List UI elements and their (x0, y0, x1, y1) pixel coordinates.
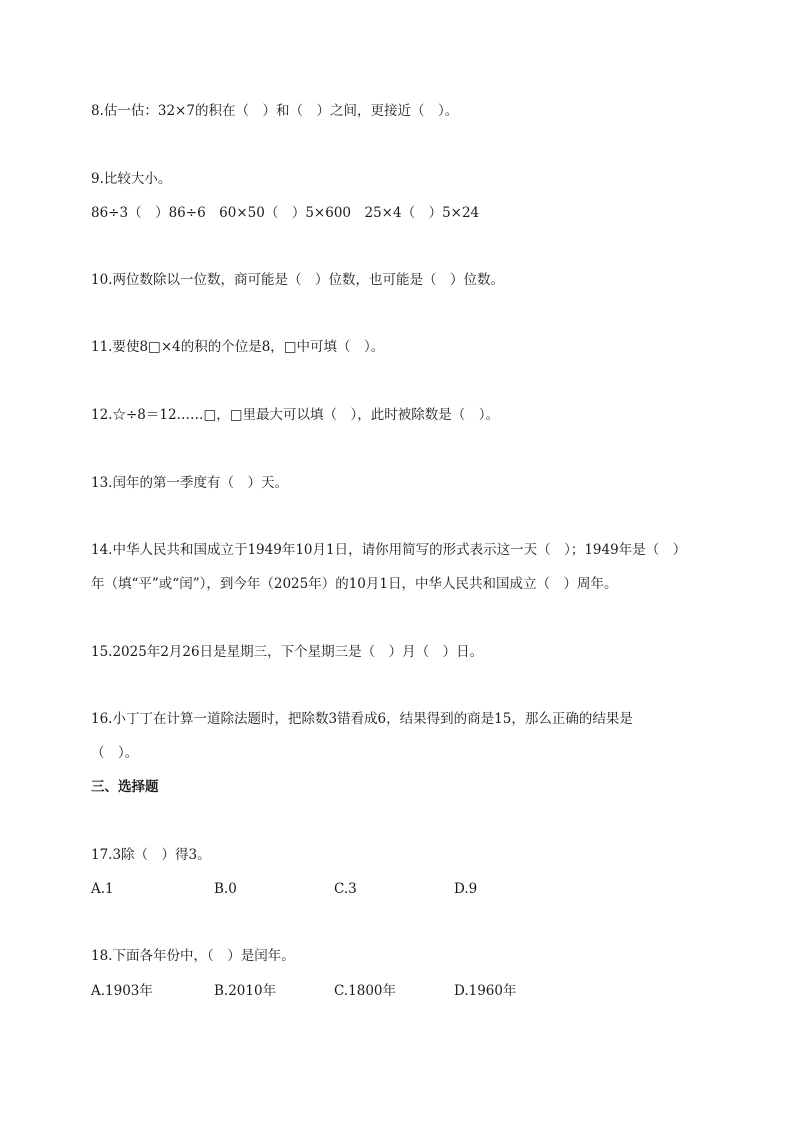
question-11: 11.要使8□×4的积的个位是8，□中可填（ ）。 (91, 339, 385, 355)
question-16-line-2: （ ）。 (91, 745, 139, 761)
section-heading-choice: 三、选择题 (91, 779, 159, 795)
question-13: 13.闰年的第一季度有（ ）天。 (91, 475, 288, 491)
question-16-line-1: 16.小丁丁在计算一道除法题时，把除数3错看成6，结果得到的商是15，那么正确的结果是 (91, 711, 633, 727)
question-9-title: 9.比较大小。 (91, 171, 172, 187)
question-17-stem: 17.3除（ ）得3。 (91, 847, 211, 863)
question-17-option-a: A.1 (91, 881, 114, 897)
question-18-stem: 18.下面各年份中，（ ）是闰年。 (91, 948, 295, 964)
question-14-line-2: 年（填“平”或“闰”），到今年（2025年）的10月1日，中华人民共和国成立（ ）周年。 (91, 576, 618, 592)
question-10: 10.两位数除以一位数，商可能是（ ）位数，也可能是（ ）位数。 (91, 272, 504, 288)
question-17-option-d: D.9 (454, 881, 478, 897)
question-18-option-c: C.1800年 (334, 983, 396, 999)
question-18-option-d: D.1960年 (454, 983, 517, 999)
question-17-option-c: C.3 (334, 881, 357, 897)
question-12: 12.☆÷8＝12……□，□里最大可以填（ ），此时被除数是（ ）。 (91, 407, 500, 423)
question-9-comparisons: 86÷3（ ）86÷6 60×50（ ）5×600 25×4（ ）5×24 (91, 205, 480, 221)
question-17-option-b: B.0 (214, 881, 237, 897)
question-15: 15.2025年2月26日是星期三，下个星期三是（ ）月（ ）日。 (91, 644, 484, 660)
question-18-option-b: B.2010年 (214, 983, 277, 999)
question-18-option-a: A.1903年 (91, 983, 153, 999)
question-8: 8.估一估：32×7的积在（ ）和（ ）之间，更接近（ ）。 (91, 103, 459, 119)
question-14-line-1: 14.中华人民共和国成立于1949年10月1日，请你用简写的形式表示这一天（ ）；1949年是（ ） (91, 542, 687, 558)
